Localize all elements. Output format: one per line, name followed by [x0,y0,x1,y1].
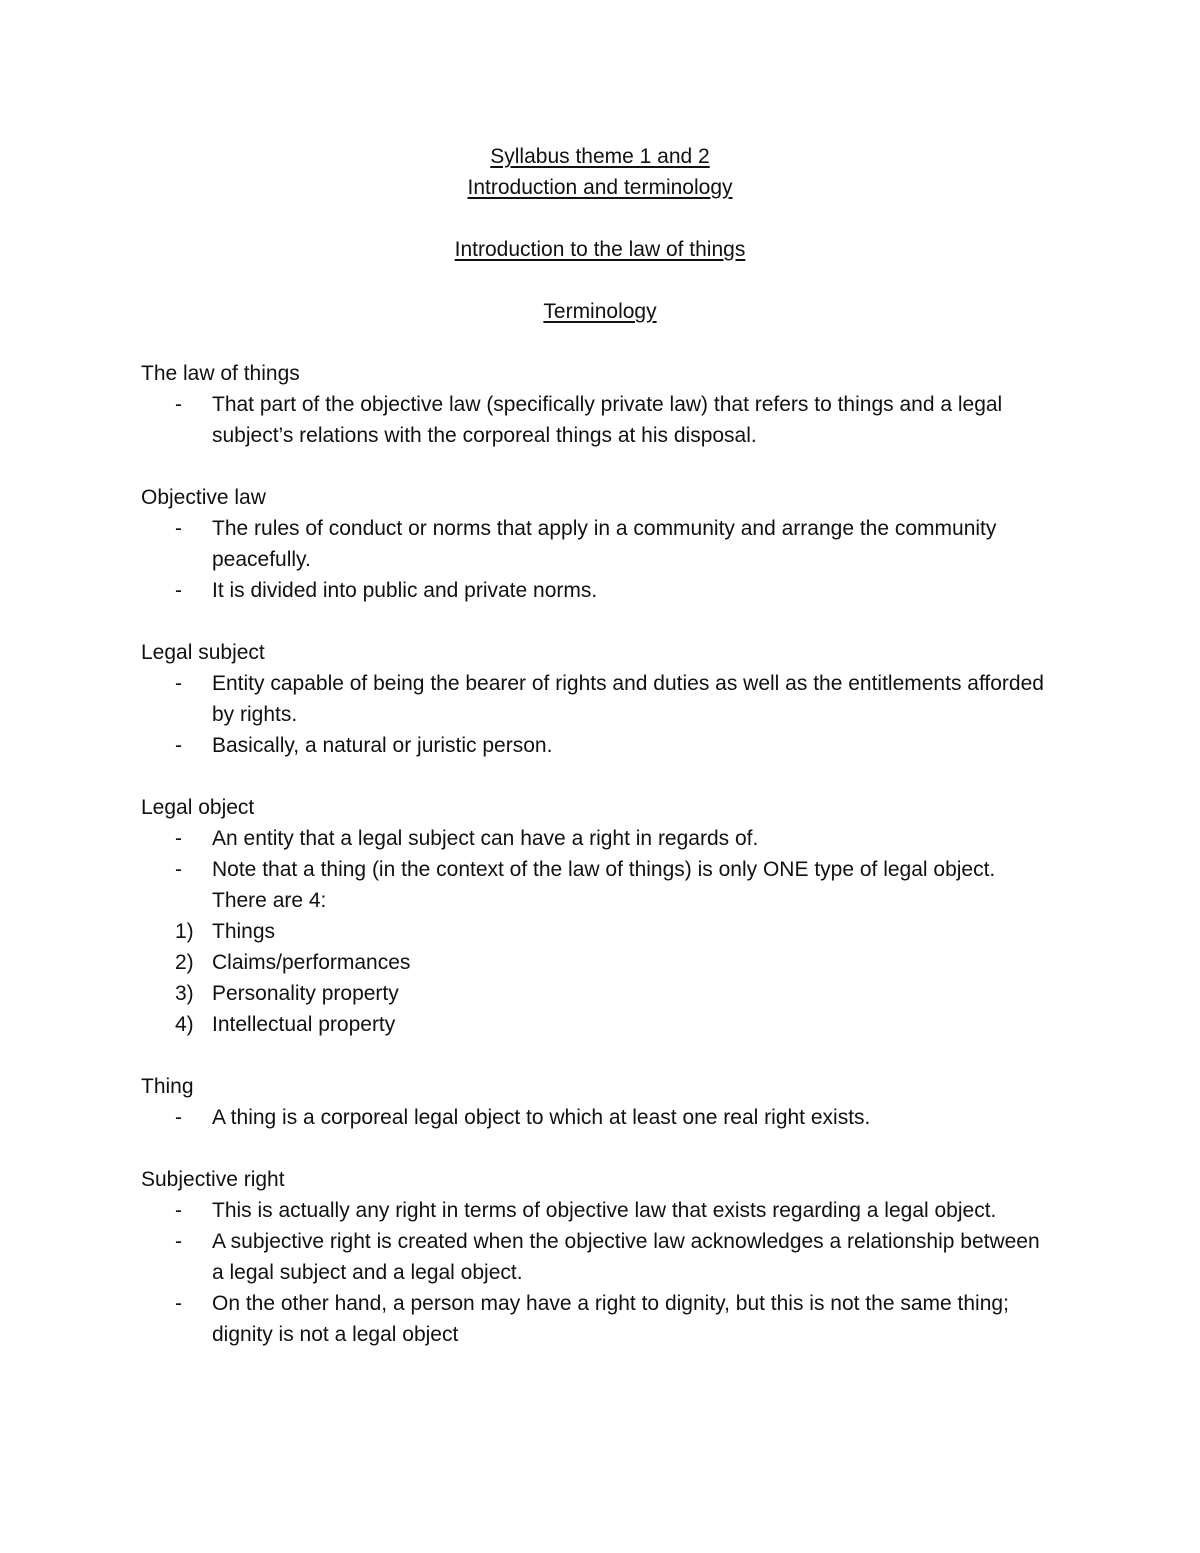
list-marker: - [175,1230,182,1253]
term-section [141,792,1050,1040]
term-section [141,482,1050,606]
list-marker: - [175,393,182,416]
list-item-text: Entity capable of being the bearer of rights and duties as well as the entitlements afforded by rights. [212,672,1044,726]
list-item [141,1195,1050,1226]
list-marker: - [175,734,182,757]
list-marker: 1) [175,920,194,943]
list-item [141,513,1050,575]
list-item-text: Personality property [212,982,399,1005]
intro-terminology-title: Introduction and terminology [467,176,733,199]
list-marker: - [175,1106,182,1129]
list-marker: - [175,858,182,881]
section-list [141,1102,1050,1133]
list-marker: 4) [175,1013,194,1036]
list-marker: - [175,517,182,540]
list-item-text: Note that a thing (in the context of the law of things) is only ONE type of legal object. There are 4: [212,858,996,912]
list-item-text: The rules of conduct or norms that apply in a community and arrange the community peacefully. [212,517,997,571]
term-section [141,1071,1050,1133]
law-of-things-title: Introduction to the law of things [454,238,746,261]
list-item-text: Intellectual property [212,1013,396,1036]
section-list [141,1195,1050,1350]
list-marker: - [175,1199,182,1222]
syllabus-title: Syllabus theme 1 and 2 [490,145,710,168]
list-item-text: Basically, a natural or juristic person. [212,734,553,757]
list-marker: - [175,827,182,850]
terminology-sections [141,327,1050,1350]
term-section [141,1164,1050,1350]
section-title: Legal subject [141,641,265,664]
list-marker: - [175,579,182,602]
list-item [141,1226,1050,1288]
list-marker: - [175,672,182,695]
section-title: Objective law [141,486,266,509]
list-item-text: On the other hand, a person may have a right to dignity, but this is not the same thing; dignity is not a legal object [212,1292,1009,1346]
term-section [141,358,1050,451]
section-list [141,389,1050,451]
section-list [141,513,1050,606]
list-item [141,1102,1050,1133]
list-item [141,947,1050,978]
term-section [141,637,1050,761]
list-item [141,823,1050,854]
section-title: Subjective right [141,1168,285,1191]
list-item [141,1288,1050,1350]
list-item [141,916,1050,947]
list-item [141,854,1050,916]
section-title: The law of things [141,362,300,385]
list-item [141,389,1050,451]
list-item-text: An entity that a legal subject can have a right in regards of. [212,827,759,850]
section-list [141,823,1050,1040]
list-item [141,730,1050,761]
list-item-text: That part of the objective law (specifically private law) that refers to things and a legal subject’s relations with the corporeal things at his disposal. [212,393,1003,447]
terminology-title: Terminology [543,300,657,323]
list-item-text: Claims/performances [212,951,411,974]
list-item [141,668,1050,730]
list-marker: 2) [175,951,194,974]
document-headings [141,141,1059,327]
section-title: Legal object [141,796,255,819]
list-item [141,575,1050,606]
section-list [141,668,1050,761]
list-item-text: Things [212,920,276,943]
list-marker: - [175,1292,182,1315]
list-marker: 3) [175,982,194,1005]
section-title: Thing [141,1075,194,1098]
list-item-text: A thing is a corporeal legal object to which at least one real right exists. [212,1106,871,1129]
list-item [141,978,1050,1009]
list-item-text: It is divided into public and private norms. [212,579,598,602]
list-item-text: This is actually any right in terms of objective law that exists regarding a legal object. [212,1199,997,1222]
list-item [141,1009,1050,1040]
list-item-text: A subjective right is created when the objective law acknowledges a relationship between a legal subject and a legal object. [212,1230,1040,1284]
